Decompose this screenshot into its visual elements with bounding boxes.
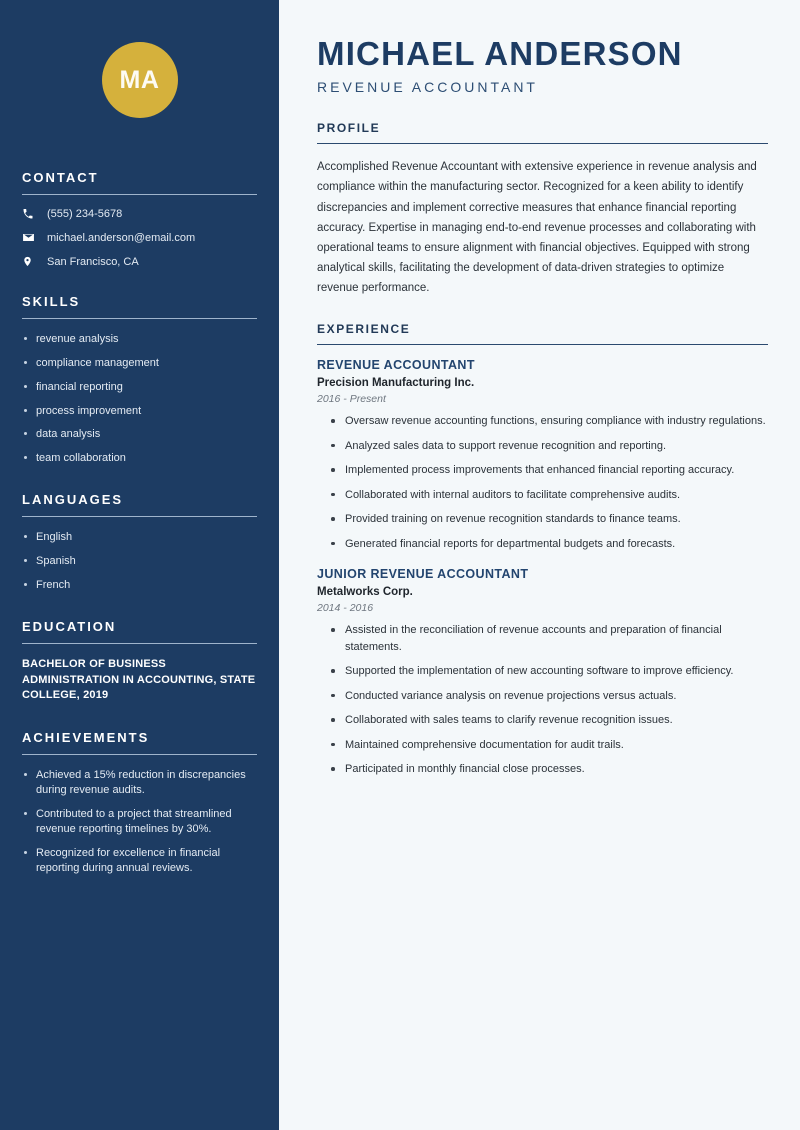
phone-icon (22, 208, 40, 220)
contact-location-row[interactable] (22, 255, 257, 268)
experience-company: Precision Manufacturing Inc. (317, 377, 475, 390)
education-divider (22, 643, 257, 644)
contact-email-text: michael.anderson@email.com (47, 231, 196, 244)
list-item: Recognized for excellence in financial reporting during annual reviews. (22, 846, 257, 876)
list-item: Participated in monthly financial close processes. (331, 761, 768, 778)
experience-job-title: REVENUE ACCOUNTANT (317, 358, 475, 373)
contact-phone-row[interactable] (22, 208, 257, 220)
list-item: financial reporting (22, 380, 257, 395)
experience-entry (317, 358, 768, 552)
list-item: Assisted in the reconciliation of revenue accounts and preparation of financial statements. (331, 622, 768, 655)
main-content (287, 0, 800, 1130)
education-entry: BACHELOR OF BUSINESS ADMINISTRATION IN ACCOUNTING, STATE COLLEGE, 2019 (22, 657, 256, 702)
list-item: data analysis (22, 427, 257, 442)
achievements-list (22, 768, 257, 875)
skills-divider (22, 318, 257, 319)
skills-heading: SKILLS (22, 294, 81, 309)
contact-divider (22, 194, 257, 195)
profile-divider (317, 143, 768, 144)
list-item: Maintained comprehensive documentation for audit trails. (331, 737, 768, 754)
experience-dates: 2016 - Present (317, 393, 386, 406)
avatar-initials: MA (119, 65, 160, 94)
page-title: MICHAEL ANDERSON (317, 35, 683, 72)
list-item: compliance management (22, 356, 257, 371)
list-item: Supported the implementation of new accounting software to improve efficiency. (331, 663, 768, 680)
experience-company: Metalworks Corp. (317, 586, 413, 599)
experience-bullets (317, 622, 768, 778)
contact-location-text: San Francisco, CA (47, 255, 139, 268)
list-item: English (22, 530, 257, 545)
sidebar-gap-strip (279, 0, 287, 1130)
list-item: Achieved a 15% reduction in discrepancies during revenue audits. (22, 768, 257, 798)
experience-bullets (317, 413, 768, 552)
list-item: team collaboration (22, 451, 257, 466)
sidebar-section-contact (22, 170, 257, 268)
experience-entry (317, 567, 768, 778)
achievements-divider (22, 754, 257, 755)
contact-email-row[interactable] (22, 231, 257, 244)
languages-list (22, 530, 257, 593)
education-heading: EDUCATION (22, 618, 117, 634)
section-experience (317, 322, 768, 778)
list-item: Collaborated with internal auditors to facilitate comprehensive audits. (331, 487, 768, 504)
email-icon (22, 231, 40, 244)
profile-text: Accomplished Revenue Accountant with extensive experience in revenue analysis and compliance within the manufacturing sector. Recognized for a keen ability to identify discrepancies and implement corrective measures that enhance financial reporting accuracy. Expertise in managing end-to-end revenue processes and collaborating with operational teams to ensure alignment with financial objectives. Equipped with strong analytical skills, facilitating the development of data-driven strategies to optimize revenue performance. (317, 161, 757, 295)
list-item: Collaborated with sales teams to clarify revenue recognition issues. (331, 712, 768, 729)
location-icon (22, 255, 40, 268)
skills-list (22, 332, 257, 466)
languages-heading: LANGUAGES (22, 492, 124, 508)
experience-job-title: JUNIOR REVENUE ACCOUNTANT (317, 567, 529, 582)
contact-phone-text: (555) 234-5678 (47, 208, 123, 220)
job-role-subtitle: REVENUE ACCOUNTANT (317, 79, 538, 96)
experience-dates: 2014 - 2016 (317, 602, 374, 615)
languages-divider (22, 516, 257, 517)
list-item: revenue analysis (22, 332, 257, 347)
list-item: Spanish (22, 554, 257, 569)
sidebar-section-skills (22, 294, 257, 466)
list-item: Generated financial reports for departmental budgets and forecasts. (331, 536, 768, 553)
profile-heading: PROFILE (317, 121, 381, 136)
sidebar-section-education (22, 619, 257, 705)
section-profile (317, 121, 768, 298)
sidebar-section-languages (22, 492, 257, 593)
experience-divider (317, 344, 768, 345)
experience-heading: EXPERIENCE (317, 322, 411, 337)
list-item: Oversaw revenue accounting functions, ensuring compliance with industry regulations. (331, 413, 768, 430)
avatar-container (22, 42, 257, 118)
list-item: Analyzed sales data to support revenue recognition and reporting. (331, 438, 768, 455)
avatar (102, 42, 178, 118)
list-item: Implemented process improvements that enhanced financial reporting accuracy. (331, 462, 768, 479)
sidebar-section-achievements (22, 730, 257, 875)
sidebar (0, 0, 279, 1130)
list-item: Contributed to a project that streamlined revenue reporting timelines by 30%. (22, 807, 257, 837)
achievements-heading: ACHIEVEMENTS (22, 730, 150, 746)
list-item: process improvement (22, 404, 257, 419)
list-item: Conducted variance analysis on revenue projections versus actuals. (331, 688, 768, 705)
contact-heading: CONTACT (22, 170, 99, 185)
list-item: French (22, 578, 257, 593)
list-item: Provided training on revenue recognition standards to finance teams. (331, 511, 768, 528)
